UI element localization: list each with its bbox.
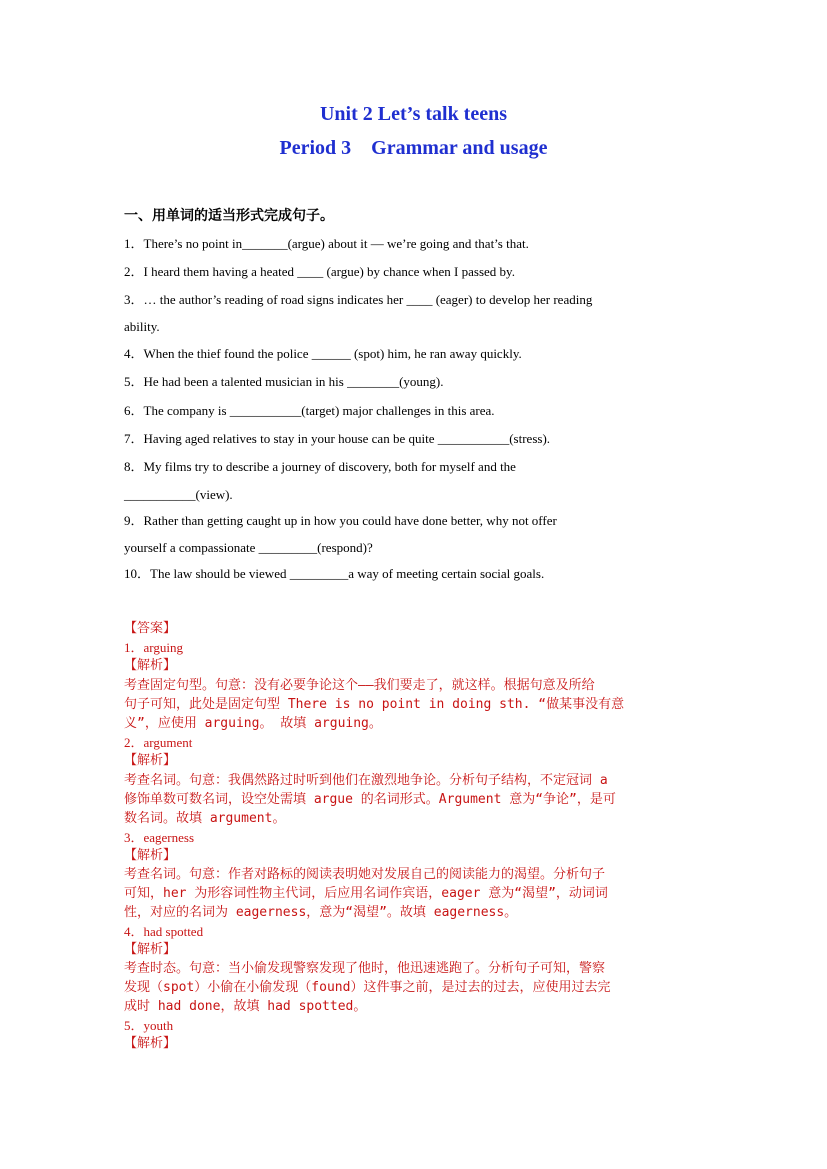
analysis-label: 【解析】 xyxy=(124,942,177,957)
analysis-line: 成时 had done，故填 had spotted。 xyxy=(124,999,367,1014)
analysis-label: 【解析】 xyxy=(124,753,177,768)
answer-item: 3．eagerness xyxy=(124,830,195,845)
answer-item: 5．youth xyxy=(124,1018,174,1033)
question-line: 1．There’s no point in_______(argue) about it — we’re going and that’s that. xyxy=(124,236,529,251)
page-subtitle: Period 3 Grammar and usage xyxy=(279,137,548,159)
analysis-label: 【解析】 xyxy=(124,1036,177,1051)
question-line: yourself a compassionate _________(respond)? xyxy=(124,540,373,555)
question-line: 10．The law should be viewed _________a way of meeting certain social goals. xyxy=(124,566,545,581)
answer-item: 4．had spotted xyxy=(124,924,204,939)
analysis-label: 【解析】 xyxy=(124,658,177,673)
question-line: 9．Rather than getting caught up in how you could have done better, why not offer xyxy=(124,513,557,528)
analysis-line: 义”，应使用 arguing。 故填 arguing。 xyxy=(124,716,382,731)
analysis-line: 考查固定句型。句意：没有必要争论这个——我们要走了，就这样。根据句意及所给 xyxy=(124,678,595,693)
answer-item: 1．arguing xyxy=(124,640,183,655)
section-heading: 一、用单词的适当形式完成句子。 xyxy=(124,208,334,224)
question-line: 2．I heard them having a heated ____ (argue) by chance when I passed by. xyxy=(124,264,515,279)
analysis-line: 句子可知，此处是固定句型 There is no point in doing sth. “做某事没有意 xyxy=(124,697,625,712)
question-line: 5．He had been a talented musician in his ________(young). xyxy=(124,374,444,389)
analysis-label: 【解析】 xyxy=(124,848,177,863)
analysis-line: 考查名词。句意：作者对路标的阅读表明她对发展自己的阅读能力的渴望。分析句子 xyxy=(124,867,606,882)
question-line: 7．Having aged relatives to stay in your house can be quite ___________(stress). xyxy=(124,431,551,446)
question-line: ability. xyxy=(124,319,160,334)
answer-label: 【答案】 xyxy=(124,621,177,636)
analysis-line: 考查时态。句意：当小偷发现警察发现了他时，他迅速逃跑了。分析句子可知，警察 xyxy=(124,961,606,976)
question-line: 6．The company is ___________(target) major challenges in this area. xyxy=(124,403,495,418)
question-line: 8．My films try to describe a journey of discovery, both for myself and the xyxy=(124,459,516,474)
page-title: Unit 2 Let’s talk teens xyxy=(319,103,508,125)
analysis-line: 可知，her 为形容词性物主代词，后应用名词作宾语，eager 意为“渴望”，动词词 xyxy=(124,886,608,901)
analysis-line: 数名词。故填 argument。 xyxy=(124,811,286,826)
question-line: 4．When the thief found the police ______ (spot) him, he ran away quickly. xyxy=(124,346,522,361)
analysis-line: 修饰单数可数名词，设空处需填 argue 的名词形式。Argument 意为“争论”，是可 xyxy=(124,792,616,807)
question-line: 3．… the author’s reading of road signs indicates her ____ (eager) to develop her reading xyxy=(124,292,593,307)
question-line: ___________(view). xyxy=(124,487,233,502)
answer-item: 2．argument xyxy=(124,735,193,750)
analysis-line: 性，对应的名词为 eagerness，意为“渴望”。故填 eagerness。 xyxy=(124,905,518,920)
analysis-line: 发现（spot）小偷在小偷发现（found）这件事之前，是过去的过去，应使用过去完 xyxy=(124,980,611,995)
analysis-line: 考查名词。句意：我偶然路过时听到他们在激烈地争论。分析句子结构，不定冠词 a xyxy=(124,773,608,788)
